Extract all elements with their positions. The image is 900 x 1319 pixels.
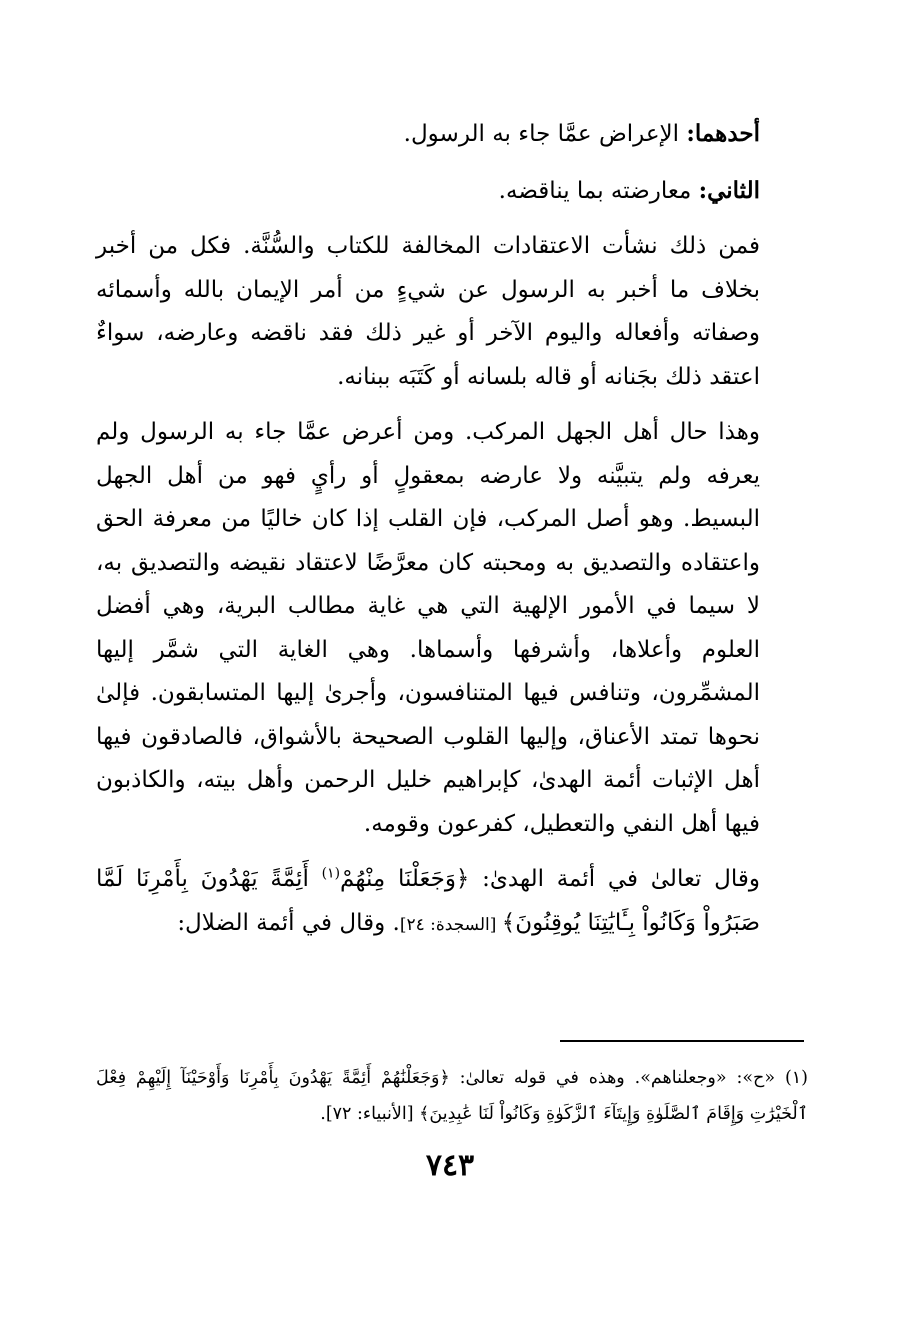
- paragraph-1: فمن ذلك نشأت الاعتقادات المخالفة للكتاب والسُّنَّة. فكل من أخبر بخلاف ما أخبر به الرسول عن شيءٍ من أمر الإيمان بالله وأسمائه وصفاته وأفعاله واليوم الآخر أو غير ذلك فقد ناقضه وعارضه، سواءٌ اعتقد ذلك بجَنانه أو قاله بلسانه أو كَتَبَه ببنانه.: [96, 233, 760, 390]
- second-point-text: معارضته بما يناقضه.: [498, 177, 699, 204]
- first-point-label: أحدهما:: [686, 120, 760, 147]
- paragraph-3-outro: . وقال في أئمة الضلال:: [177, 909, 400, 936]
- footnote-number: (١): [784, 1068, 808, 1088]
- paragraph-3-intro: وقال تعالىٰ في أئمة الهدىٰ:: [469, 866, 760, 892]
- first-point: [96, 112, 760, 157]
- footnote-quran-verse: ﴿وَجَعَلْنَٰهُمْ أَئِمَّةً يَهْدُونَ بِأَمْرِنَا وَأَوْحَيْنَآ إِلَيْهِمْ فِعْلَ ٱلْخَيْرَٰتِ وَإِقَامَ ٱلصَّلَوٰةِ وَإِيتَآءَ ٱلزَّكَوٰةِ وَكَانُواْ لَنَا عَٰبِدِينَ﴾: [96, 1068, 808, 1124]
- quran-verse-part-2: أَئِمَّةً يَهْدُونَ بِأَمْرِنَا لَمَّا صَبَرُواْ وَكَانُواْ بِـَٔايَٰتِنَا يُوقِنُونَ﴾: [96, 866, 760, 936]
- first-point-text: الإعراض عمَّا جاء به الرسول.: [403, 121, 687, 147]
- second-point-label: الثاني:: [698, 176, 760, 204]
- second-point: [96, 169, 760, 214]
- footnote-divider: [560, 1040, 804, 1042]
- main-text: [96, 112, 760, 947]
- footnote-reference: [الأنبياء: ٧٢].: [320, 1104, 420, 1124]
- page-number: ٧٤٣: [425, 1148, 475, 1183]
- footnote-text: «ح»: «وجعلناهم». وهذه في قوله تعالىٰ:: [449, 1068, 785, 1088]
- paragraph-3: [96, 858, 760, 947]
- footnote: [96, 1060, 808, 1132]
- verse-reference: [السجدة: ٢٤]: [399, 914, 502, 935]
- footnote-marker: (١): [321, 865, 341, 882]
- paragraph-2: وهذا حال أهل الجهل المركب. ومن أعرض عمَّا جاء به الرسول ولم يعرفه ولم يتبيَّنه ولا عارضه بمعقولٍ أو رأيٍ فهو من أهل الجهل البسيط. وهو أصل المركب، فإن القلب إذا كان خاليًا من معرفة الحق واعتقاده والتصديق به ومحبته كان معرَّضًا لاعتقاد نقيضه والتصديق به، لا سيما في الأمور الإلهية التي هي غاية مطالب البرية، وهي أفضل العلوم وأعلاها، وأشرفها وأسماها. وهي الغاية التي شمَّر إليها المشمِّرون، وتنافس فيها المتنافسون، وأجرىٰ إليها المتسابقون. فإلىٰ نحوها تمتد الأعناق، وإليها القلوب الصحيحة بالأشواق، فالصادقون فيها أهل الإثبات أئمة الهدىٰ، كإبراهيم خليل الرحمن وأهل بيته، والكاذبون فيها أهل النفي والتعطيل، كفرعون وقومه.: [96, 419, 760, 837]
- quran-verse-part-1: ﴿وَجَعَلْنَا مِنْهُمْ: [340, 866, 470, 892]
